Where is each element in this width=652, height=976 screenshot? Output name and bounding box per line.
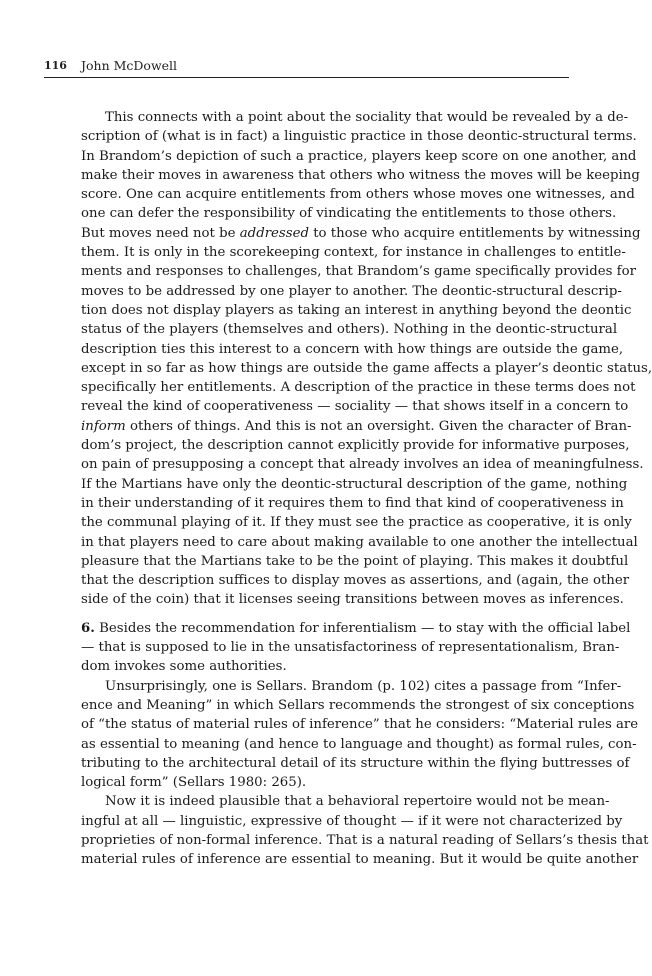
text-line: of “the status of material rules of inference” that he considers: “Material rules are [81, 717, 639, 733]
text-line: In Brandom’s depiction of such a practice, players keep score on one another, and [81, 148, 637, 164]
text-line: the communal playing of it. If they must see the practice as cooperative, it is only [81, 515, 632, 531]
text-line: Unsurprisingly, one is Sellars. Brandom (p. 102) cites a passage from “Infer- [105, 678, 622, 694]
text-line: dom invokes some authorities. [81, 659, 287, 675]
text-line: scription of (what is in fact) a linguistic practice in those deontic-structural terms. [81, 129, 637, 145]
text-line [81, 619, 631, 638]
running-header [44, 58, 569, 78]
text-line: as essential to meaning (and hence to language and thought) as formal rules, con- [81, 736, 637, 752]
text-line: description ties this interest to a concern with how things are outside the game, [81, 341, 624, 357]
text-line: material rules of inference are essential to meaning. But it would be quite another [81, 852, 639, 868]
text-run: to those who acquire entitlements by witnessing [308, 225, 641, 241]
section-gap [81, 610, 569, 619]
text-line: — that is supposed to lie in the unsatisfactoriness of representationalism, Bran- [81, 640, 620, 656]
text-line: This connects with a point about the sociality that would be revealed by a de- [105, 110, 629, 125]
text-line: one can defer the responsibility of vindicating the entitlements to those others. [81, 206, 617, 222]
text-line: in their understanding of it requires them to find that kind of cooperativeness in [81, 495, 624, 511]
text-line: logical form” (Sellars 1980: 265). [81, 775, 307, 791]
text-line: that the description suffices to display moves as assertions, and (again, the other [81, 573, 630, 589]
text-line: ence and Meaning” in which Sellars recommends the strongest of six conceptions [81, 697, 635, 713]
text-line [81, 224, 641, 243]
text-line: status of the players (themselves and others). Nothing in the deontic-structural [81, 322, 618, 338]
section-number: 6. [81, 620, 95, 636]
text-line: moves to be addressed by one player to another. The deontic-structural descrip- [81, 283, 622, 299]
text-line: If the Martians have only the deontic-structural description of the game, nothing [81, 476, 628, 492]
text-line: specifically her entitlements. A description of the practice in these terms does not [81, 380, 636, 396]
text-run: But moves need not be [81, 225, 240, 241]
text-line: ments and responses to challenges, that Brandom’s game specifically provides for [81, 264, 636, 280]
text-line: them. It is only in the scorekeeping context, for instance in challenges to entitle- [81, 245, 626, 261]
text-line: except in so far as how things are outside the game affects a player’s deontic status, [81, 360, 652, 376]
text-line: proprieties of non-formal inference. That is a natural reading of Sellars’s thesis that [81, 832, 649, 848]
text-line [81, 417, 632, 436]
text-line: on pain of presupposing a concept that already involves an idea of meaningfulness. [81, 457, 644, 473]
body-text [81, 108, 652, 870]
page-number: 116 [44, 59, 67, 72]
running-head-author: John McDowell [81, 58, 178, 73]
text-line: tributing to the architectural detail of its structure within the flying buttresses of [81, 755, 630, 771]
text-line: ingful at all — linguistic, expressive of thought — if it were not characterized by [81, 813, 623, 829]
text-line: tion does not display players as taking an interest in anything beyond the deontic [81, 302, 632, 318]
text-line: make their moves in awareness that others who witness the moves will be keeping [81, 167, 640, 183]
text-line: reveal the kind of cooperativeness — sociality — that shows itself in a concern to [81, 399, 629, 415]
text-line: Now it is indeed plausible that a behavioral repertoire would not be mean- [105, 794, 610, 810]
text-line: score. One can acquire entitlements from others whose moves one witnesses, and [81, 187, 635, 203]
emphasis: addressed [239, 225, 309, 241]
emphasis: inform [81, 418, 126, 434]
text-line: pleasure that the Martians take to be the point of playing. This makes it doubtful [81, 553, 629, 569]
text-line: in that players need to care about making available to one another the intellectual [81, 534, 638, 550]
text-run: others of things. And this is not an oversight. Given the character of Bran- [125, 418, 632, 434]
text-line: dom’s project, the description cannot explicitly provide for informative purposes, [81, 438, 630, 454]
text-line: side of the coin) that it licenses seeing transitions between moves as inferences. [81, 592, 624, 608]
text-run: Besides the recommendation for inferentialism — to stay with the official label [94, 620, 631, 636]
